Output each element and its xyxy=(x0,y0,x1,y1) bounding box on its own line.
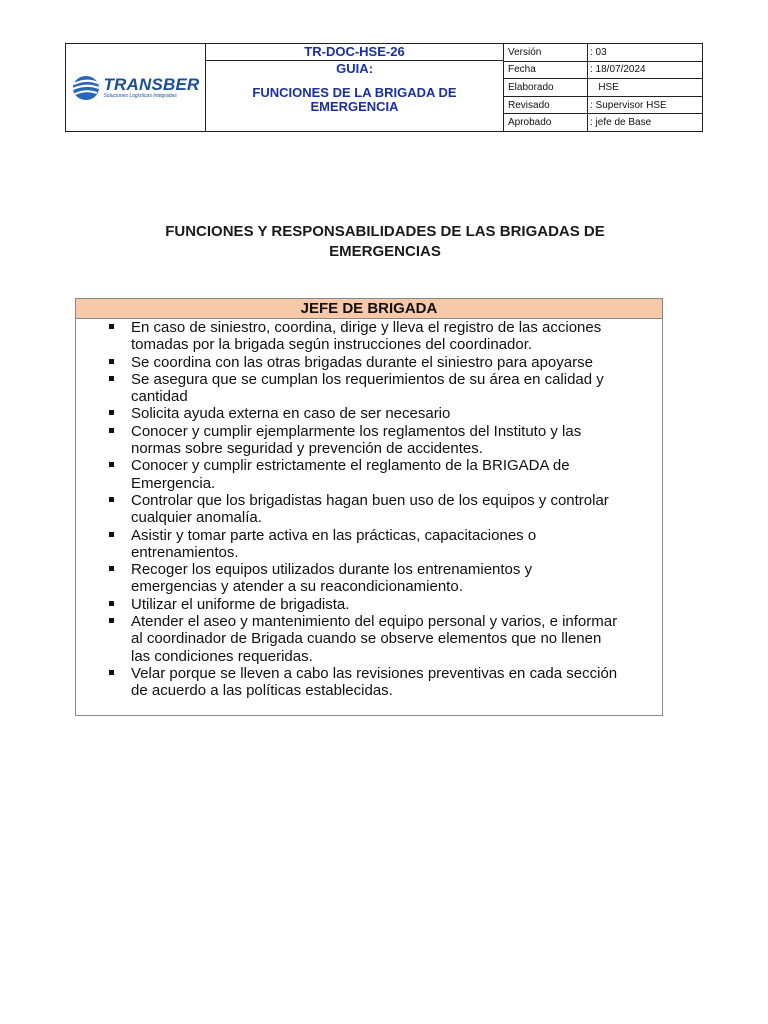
list-item-text: Solicita ayuda externa en caso de ser necesario xyxy=(131,405,451,423)
document-title-cell xyxy=(206,44,504,131)
bullet-icon xyxy=(109,497,114,502)
list-item xyxy=(76,613,662,665)
company-logo-cell xyxy=(66,44,206,131)
list-item xyxy=(76,457,662,492)
list-item xyxy=(76,527,662,562)
list-item xyxy=(76,596,662,613)
meta-row-date xyxy=(504,62,702,80)
brigade-chief-section xyxy=(75,298,663,716)
list-item-text: Se asegura que se cumplan los requerimientos de su área en calidad y cantidad xyxy=(131,370,604,406)
section-heading: JEFE DE BRIGADA xyxy=(76,299,662,319)
meta-label: Elaborado xyxy=(504,79,588,96)
meta-value: : Supervisor HSE xyxy=(590,99,667,111)
list-item-text: Utilizar el uniforme de brigadista. xyxy=(131,595,350,613)
bullet-icon xyxy=(109,410,114,415)
list-item xyxy=(76,561,662,596)
meta-value: HSE xyxy=(590,81,619,93)
company-logo xyxy=(71,74,199,102)
list-item-text: Conocer y cumplir ejemplarmente los reglamentos del Instituto y las normas sobre seguridad y prevención de accidentes. xyxy=(131,422,582,458)
bullet-icon xyxy=(109,462,114,467)
list-item xyxy=(76,354,662,371)
meta-value: : 18/07/2024 xyxy=(590,64,646,76)
globe-icon xyxy=(71,74,101,102)
list-item xyxy=(76,319,662,354)
meta-row-prepared xyxy=(504,79,702,97)
list-item-text: Asistir y tomar parte activa en las prácticas, capacitaciones o entrenamientos. xyxy=(131,526,537,561)
meta-row-version xyxy=(504,44,702,62)
bullet-icon xyxy=(109,532,114,537)
bullet-icon xyxy=(109,566,114,571)
list-item-text: Recoger los equipos utilizados durante los entrenamientos y emergencias y atender a su reacondicionamiento. xyxy=(131,561,533,596)
page-title-line-2: EMERGENCIAS xyxy=(329,243,441,260)
list-item-text: Conocer y cumplir estrictamente el reglamento de la BRIGADA de Emergencia. xyxy=(131,457,570,492)
list-item-text: Se coordina con las otras brigadas durante el siniestro para apoyarse xyxy=(131,353,593,371)
list-item-text: Atender el aseo y mantenimiento del equipo personal y varios, e informar al coordinador de Brigada cuando se observe elementos que no llenen las condiciones requeridas. xyxy=(131,613,618,665)
meta-row-reviewed xyxy=(504,97,702,115)
list-item xyxy=(76,423,662,458)
responsibilities-list xyxy=(76,319,662,700)
list-item xyxy=(76,371,662,406)
list-item xyxy=(76,492,662,527)
meta-label: Fecha xyxy=(504,62,588,79)
meta-value: : jefe de Base xyxy=(590,117,652,129)
bullet-icon xyxy=(109,601,114,606)
page-title xyxy=(80,222,690,262)
bullet-icon xyxy=(109,324,114,329)
document-header xyxy=(65,43,703,132)
bullet-icon xyxy=(109,376,114,381)
meta-row-approved xyxy=(504,114,702,131)
title-line-2: EMERGENCIA xyxy=(310,99,399,114)
bullet-icon xyxy=(109,428,114,433)
document-title xyxy=(206,61,503,131)
list-item xyxy=(76,665,662,700)
meta-label: Versión xyxy=(504,44,588,61)
list-item-text: En caso de siniestro, coordina, dirige y lleva el registro de las acciones tomadas por la brigada según instrucciones del coordinador. xyxy=(131,319,602,354)
meta-label: Aprobado xyxy=(504,114,588,131)
list-item xyxy=(76,405,662,422)
guide-label: GUIA: xyxy=(336,61,373,76)
meta-value: : 03 xyxy=(590,46,607,58)
list-item-text: Velar porque se lleven a cabo las revisiones preventivas en cada sección de acuerdo a las políticas establecidas. xyxy=(131,664,618,700)
title-line-1: FUNCIONES DE LA BRIGADA DE xyxy=(252,85,457,100)
bullet-icon xyxy=(109,359,114,364)
logo-tagline: Soluciones Logísticas Integradas xyxy=(103,93,177,99)
page-title-line-1: FUNCIONES Y RESPONSABILIDADES DE LAS BRIGADAS DE xyxy=(165,223,605,240)
list-item-text: Controlar que los brigadistas hagan buen uso de los equipos y controlar cualquier anomalía. xyxy=(131,491,609,527)
meta-label: Revisado xyxy=(504,97,588,114)
logo-name: TRANSBER xyxy=(103,75,200,94)
bullet-icon xyxy=(109,618,114,623)
document-code: TR-DOC-HSE-26 xyxy=(206,44,503,61)
bullet-icon xyxy=(109,670,114,675)
document-meta-table xyxy=(504,44,702,131)
